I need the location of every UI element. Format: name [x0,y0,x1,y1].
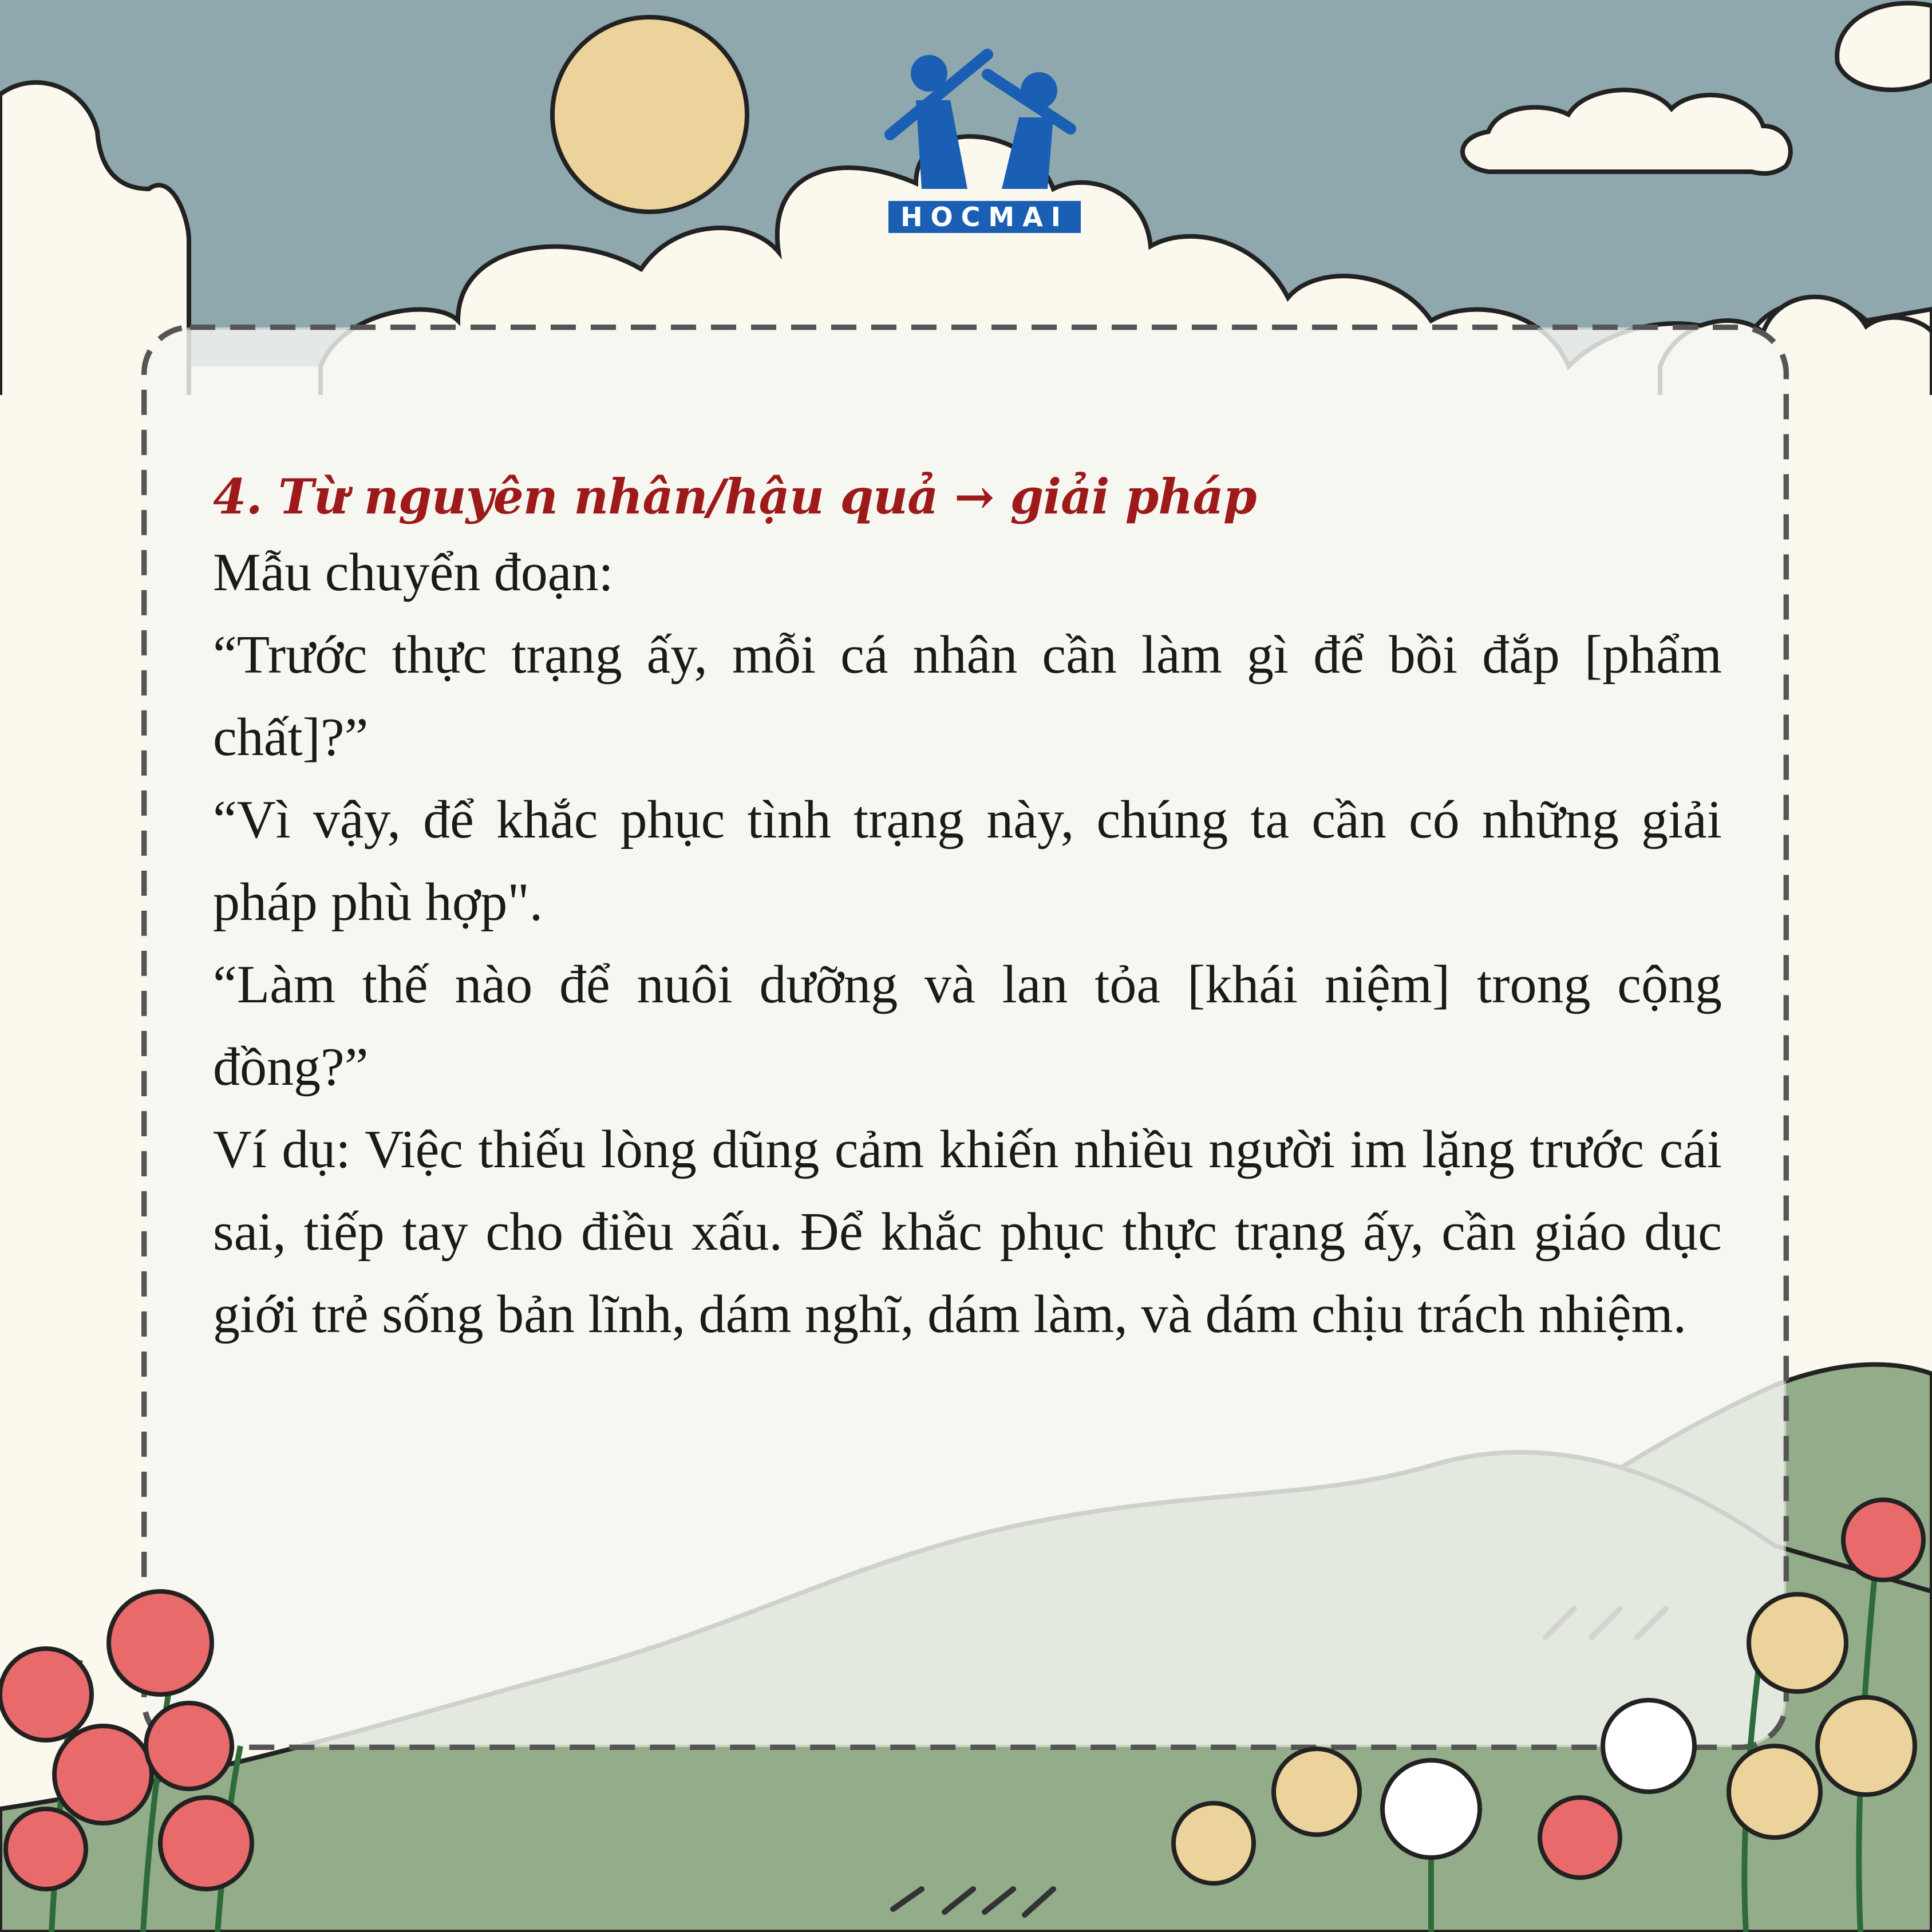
template-sentence-3: “Làm thế nào để nuôi dưỡng và lan tỏa [khái niệm] trong cộng đồng?” [213,955,1722,1097]
card-content [213,463,1722,1356]
sun [552,17,747,212]
logo-text: HOCMAI [900,202,1069,232]
example-paragraph: Ví dụ: Việc thiếu lòng dũng cảm khiến nhiều người im lặng trước cái sai, tiếp tay cho điều xấu. Để khắc phục thực trạng ấy, cần giáo dục giới trẻ sống bản lĩnh, dám nghĩ, dám làm, và dám chịu trách nhiệm. [213,1120,1722,1344]
template-sentence-1: “Trước thực trạng ấy, mỗi cá nhân cần làm gì để bồi đắp [phẩm chất]?” [213,625,1722,767]
template-sentence-2: “Vì vậy, để khắc phục tình trạng này, chúng ta cần có những giải pháp phù hợp". [213,790,1722,932]
section-heading: 4. Từ nguyên nhân/hậu quả → giải pháp [213,468,1257,525]
intro-text: Mẫu chuyển đoạn: [213,543,614,602]
